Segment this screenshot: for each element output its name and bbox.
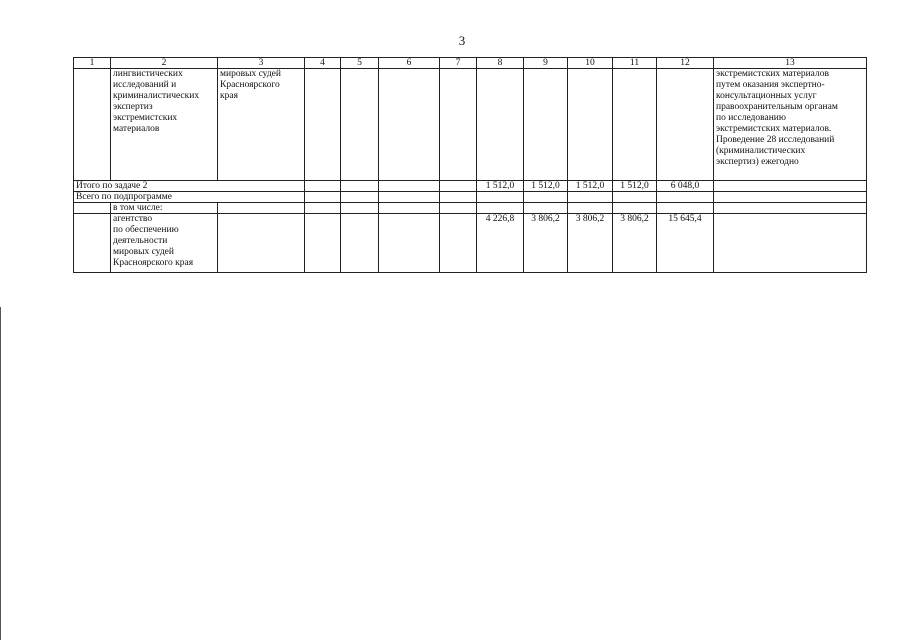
total-task-c9: 1 512,0 bbox=[524, 181, 568, 192]
column-number: 8 bbox=[477, 58, 524, 69]
total-task-c10: 1 512,0 bbox=[568, 181, 613, 192]
column-number: 5 bbox=[341, 58, 379, 69]
column-numbers-row bbox=[74, 58, 867, 69]
column-number: 4 bbox=[305, 58, 341, 69]
agency-c9: 3 806,2 bbox=[524, 214, 568, 273]
total-task-c12: 6 048,0 bbox=[657, 181, 714, 192]
column-number: 1 bbox=[74, 58, 111, 69]
column-number: 9 bbox=[524, 58, 568, 69]
table-row-total-task bbox=[74, 181, 867, 192]
column-number: 2 bbox=[111, 58, 218, 69]
task-item-result: экстремистских материалов путем оказания экспертно- консультационных услуг правоохранительным органам по исследованию экстремистских материалов. Проведение 28 исследований (криминалистических экспертиз) ежегодно bbox=[714, 69, 867, 181]
total-program-label: Всего по подпрограмме bbox=[74, 192, 305, 203]
page-number: 3 bbox=[458, 33, 466, 48]
including-label: в том числе: bbox=[111, 203, 218, 214]
total-task-label: Итого по задаче 2 bbox=[74, 181, 305, 192]
column-number: 3 bbox=[218, 58, 305, 69]
table-row-total-program bbox=[74, 192, 867, 203]
budget-table bbox=[73, 57, 867, 273]
agency-c12: 15 645,4 bbox=[657, 214, 714, 273]
table-row-task-item bbox=[74, 69, 867, 181]
agency-name: агентство по обеспечению деятельности мировых судей Красноярского края bbox=[111, 214, 218, 273]
task-item-executor: мировых судей Красноярского края bbox=[218, 69, 305, 181]
column-number: 7 bbox=[440, 58, 477, 69]
scan-margin-line bbox=[0, 307, 1, 640]
column-number: 6 bbox=[379, 58, 440, 69]
total-task-c8: 1 512,0 bbox=[477, 181, 524, 192]
column-number: 12 bbox=[657, 58, 714, 69]
column-number: 13 bbox=[714, 58, 867, 69]
column-number: 10 bbox=[568, 58, 613, 69]
table-row-including bbox=[74, 203, 867, 214]
agency-c11: 3 806,2 bbox=[613, 214, 657, 273]
agency-c8: 4 226,8 bbox=[477, 214, 524, 273]
column-number: 11 bbox=[613, 58, 657, 69]
table-row-agency bbox=[74, 214, 867, 273]
total-task-c11: 1 512,0 bbox=[613, 181, 657, 192]
task-item-name: лингвистических исследований и криминалистических экспертиз экстремистских материалов bbox=[111, 69, 218, 181]
agency-c10: 3 806,2 bbox=[568, 214, 613, 273]
